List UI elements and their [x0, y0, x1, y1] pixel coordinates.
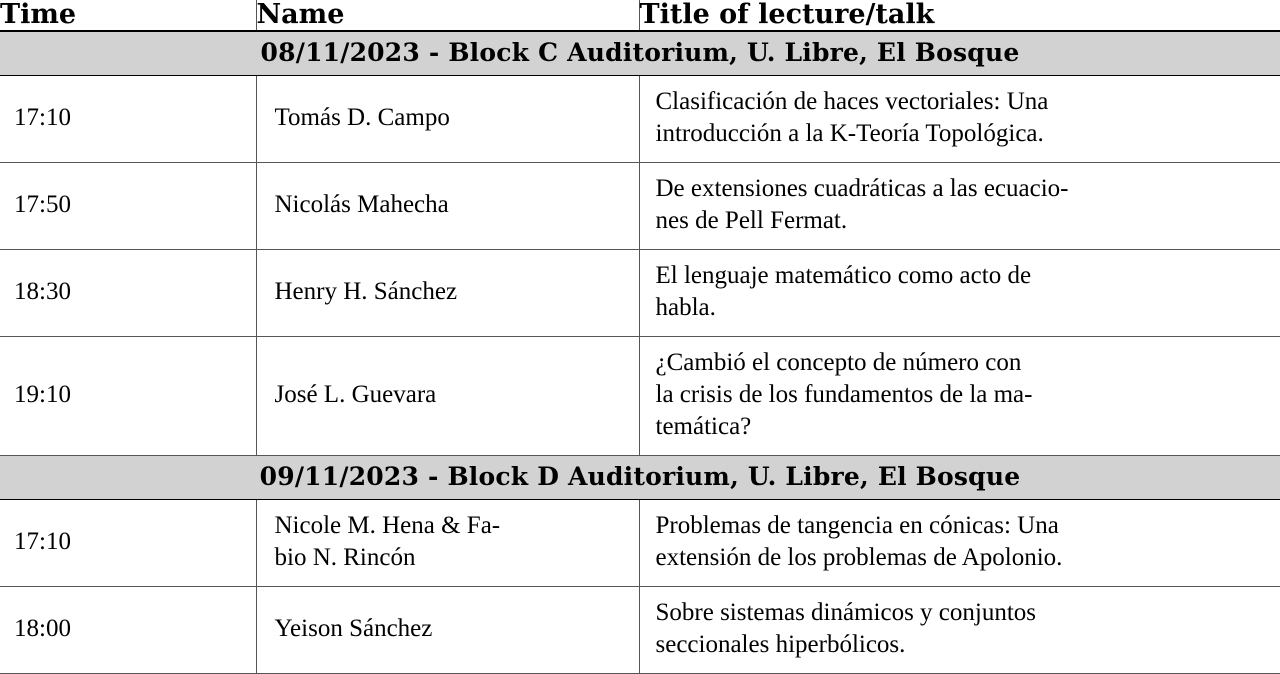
- cell-lecture-title: [639, 162, 1280, 249]
- cell-time: 18:00: [0, 586, 256, 673]
- cell-speaker-name: [256, 499, 639, 586]
- lecture-title-line: introducción a la K-Teoría Topológica.: [655, 119, 1044, 147]
- lecture-title-line: extensión de los problemas de Apolonio.: [655, 543, 1063, 571]
- column-header-title: Title of lecture/talk: [639, 0, 1280, 31]
- lecture-title-line: Clasificación de haces vectoriales: Una: [655, 87, 1049, 115]
- section-heading-row: [0, 31, 1280, 76]
- cell-lecture-title: [639, 75, 1280, 162]
- cell-speaker-name: [256, 75, 639, 162]
- cell-speaker-name: [256, 162, 639, 249]
- speaker-name-line: bio N. Rincón: [274, 543, 416, 571]
- cell-time: 19:10: [0, 336, 256, 455]
- speaker-name-line: Henry H. Sánchez: [274, 277, 458, 305]
- speaker-name-line: Tomás D. Campo: [274, 103, 450, 131]
- lecture-title-line: nes de Pell Fermat.: [655, 206, 848, 234]
- cell-time: 18:30: [0, 249, 256, 336]
- speaker-name-line: Yeison Sánchez: [274, 614, 433, 642]
- lecture-title-line: ¿Cambió el concepto de número con: [655, 348, 1022, 376]
- cell-time: 17:10: [0, 75, 256, 162]
- lecture-title-line: Sobre sistemas dinámicos y conjuntos: [655, 598, 1037, 626]
- table-row: [0, 249, 1280, 336]
- lecture-title-line: seccionales hiperbólicos.: [655, 630, 906, 658]
- section-heading-row: [0, 455, 1280, 499]
- table-row: [0, 336, 1280, 455]
- speaker-name-line: Nicolás Mahecha: [274, 190, 449, 218]
- speaker-name-line: José L. Guevara: [274, 380, 437, 408]
- lecture-title-line: la crisis de los fundamentos de la ma-: [655, 380, 1033, 408]
- lecture-title-line: El lenguaje matemático como acto de: [655, 261, 1032, 289]
- lecture-title-line: De extensiones cuadráticas a las ecuacio-: [655, 174, 1069, 202]
- lecture-title-line: Problemas de tangencia en cónicas: Una: [655, 511, 1059, 539]
- cell-time: 17:10: [0, 499, 256, 586]
- table-row: [0, 586, 1280, 673]
- lecture-title-line: habla.: [655, 293, 716, 321]
- cell-speaker-name: [256, 249, 639, 336]
- cell-speaker-name: [256, 336, 639, 455]
- table-header: [0, 0, 1280, 31]
- section-heading: 09/11/2023 - Block D Auditorium, U. Libre, El Bosque: [0, 455, 1280, 499]
- header-row: [0, 0, 1280, 31]
- table-row: [0, 75, 1280, 162]
- lecture-title-line: temática?: [655, 412, 752, 440]
- cell-lecture-title: [639, 336, 1280, 455]
- speaker-name-line: Nicole M. Hena & Fa-: [274, 511, 501, 539]
- cell-lecture-title: [639, 586, 1280, 673]
- cell-time: 17:50: [0, 162, 256, 249]
- section-heading: 08/11/2023 - Block C Auditorium, U. Libre, El Bosque: [0, 31, 1280, 76]
- column-header-name: Name: [256, 0, 639, 31]
- table-row: [0, 162, 1280, 249]
- table-row: [0, 499, 1280, 586]
- cell-speaker-name: [256, 586, 639, 673]
- cell-lecture-title: [639, 249, 1280, 336]
- table-body: [0, 31, 1280, 674]
- column-header-time: Time: [0, 0, 256, 31]
- cell-lecture-title: [639, 499, 1280, 586]
